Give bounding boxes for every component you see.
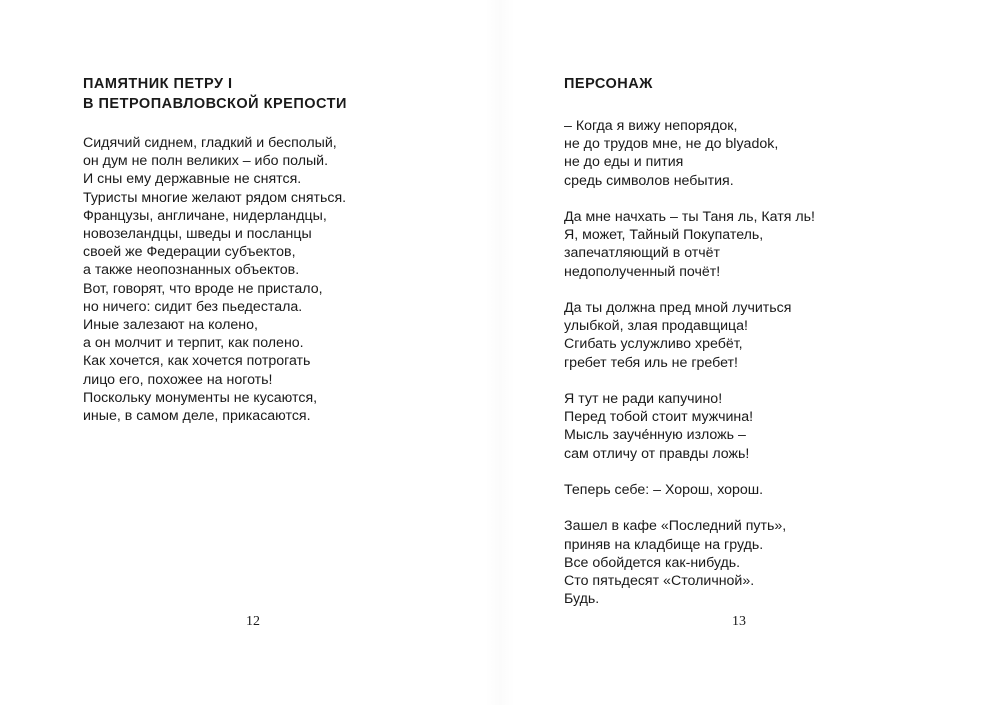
stanza — [564, 117, 815, 190]
poem-line: своей же Федерации субъектов, — [83, 244, 296, 261]
poem-line: Теперь себе: – Хорош, хорош. — [564, 482, 764, 498]
poem-line: а также неопознанных объектов. — [83, 262, 300, 279]
poem-line: иные, в самом деле, прикасаются. — [83, 408, 311, 425]
poem-line: недополученный почёт! — [564, 263, 721, 280]
poem-line: лицо его, похожее на ноготь! — [83, 371, 273, 388]
poem-line: Поскольку монументы не кусаются, — [83, 389, 318, 406]
poem-body-left — [83, 134, 346, 425]
poem-line: Французы, англичане, нидерландцы, — [83, 207, 327, 224]
poem-line: Сидячий сиднем, гладкий и бесполый, — [83, 135, 337, 151]
poem-line: Сгибать услужливо хребёт, — [564, 336, 743, 353]
poem-line: Как хочется, как хочется потрогать — [83, 353, 311, 370]
stanza — [564, 481, 815, 499]
poem-line: приняв на кладбище на грудь. — [564, 536, 764, 553]
stanza — [564, 299, 815, 372]
poem-line: Туристы многие желают рядом сняться. — [83, 189, 347, 206]
title-line: ПЕРСОНАЖ — [564, 76, 653, 92]
poem-line: Иные залезают на колено, — [83, 317, 258, 334]
poem-line: Все обойдется как-нибудь. — [564, 554, 741, 571]
poem-line: он дум не полн великих – ибо полый. — [83, 153, 329, 170]
title-line: ПАМЯТНИК ПЕТРУ I — [83, 76, 233, 92]
poem-line: но ничего: сидит без пьедестала. — [83, 298, 303, 315]
page-number-left: 12 — [246, 614, 260, 629]
poem-line: И сны ему державные не снятся. — [83, 171, 302, 188]
right-page — [500, 0, 1000, 705]
poem-line: Да ты должна пред мной лучиться — [564, 300, 792, 316]
poem-line: а он молчит и терпит, как полено. — [83, 335, 304, 352]
poem-line: новозеландцы, шведы и посланцы — [83, 226, 312, 243]
poem-line: Я, может, Тайный Покупатель, — [564, 227, 764, 244]
poem-line: не до еды и пития — [564, 154, 684, 171]
poem-body-right — [564, 117, 815, 608]
poem-line: Будь. — [564, 591, 600, 608]
poem-line: Мысль зауче́нную изложь – — [564, 427, 746, 444]
poem-title-left — [83, 74, 347, 114]
poem-line: Да мне начхать – ты Таня ль, Катя ль! — [564, 209, 815, 225]
poem-line: гребет тебя иль не гребет! — [564, 354, 738, 371]
poem-line: запечатляющий в отчёт — [564, 245, 721, 262]
title-line: В ПЕТРОПАВЛОВСКОЙ КРЕПОСТИ — [83, 96, 347, 112]
poem-line: не до трудов мне, не до blyadok, — [564, 136, 779, 153]
poem-line: улыбкой, злая продавщица! — [564, 318, 749, 335]
poem-line: Я тут не ради капучино! — [564, 391, 723, 407]
poem-line: Вот, говорят, что вроде не пристало, — [83, 280, 323, 297]
stanza — [564, 517, 815, 608]
poem-line: Перед тобой стоит мужчина! — [564, 409, 754, 426]
poem-line: сам отличу от правды ложь! — [564, 445, 750, 462]
poem-line: Зашел в кафе «Последний путь», — [564, 518, 787, 535]
stanza — [564, 390, 815, 463]
poem-line: Сто пятьдесят «Столичной». — [564, 573, 755, 589]
stanza — [564, 208, 815, 281]
page-number-right: 13 — [732, 614, 746, 629]
poem-line: средь символов небытия. — [564, 172, 734, 189]
poem-title-right — [564, 74, 653, 94]
poem-line: – Когда я вижу непорядок, — [564, 118, 738, 134]
